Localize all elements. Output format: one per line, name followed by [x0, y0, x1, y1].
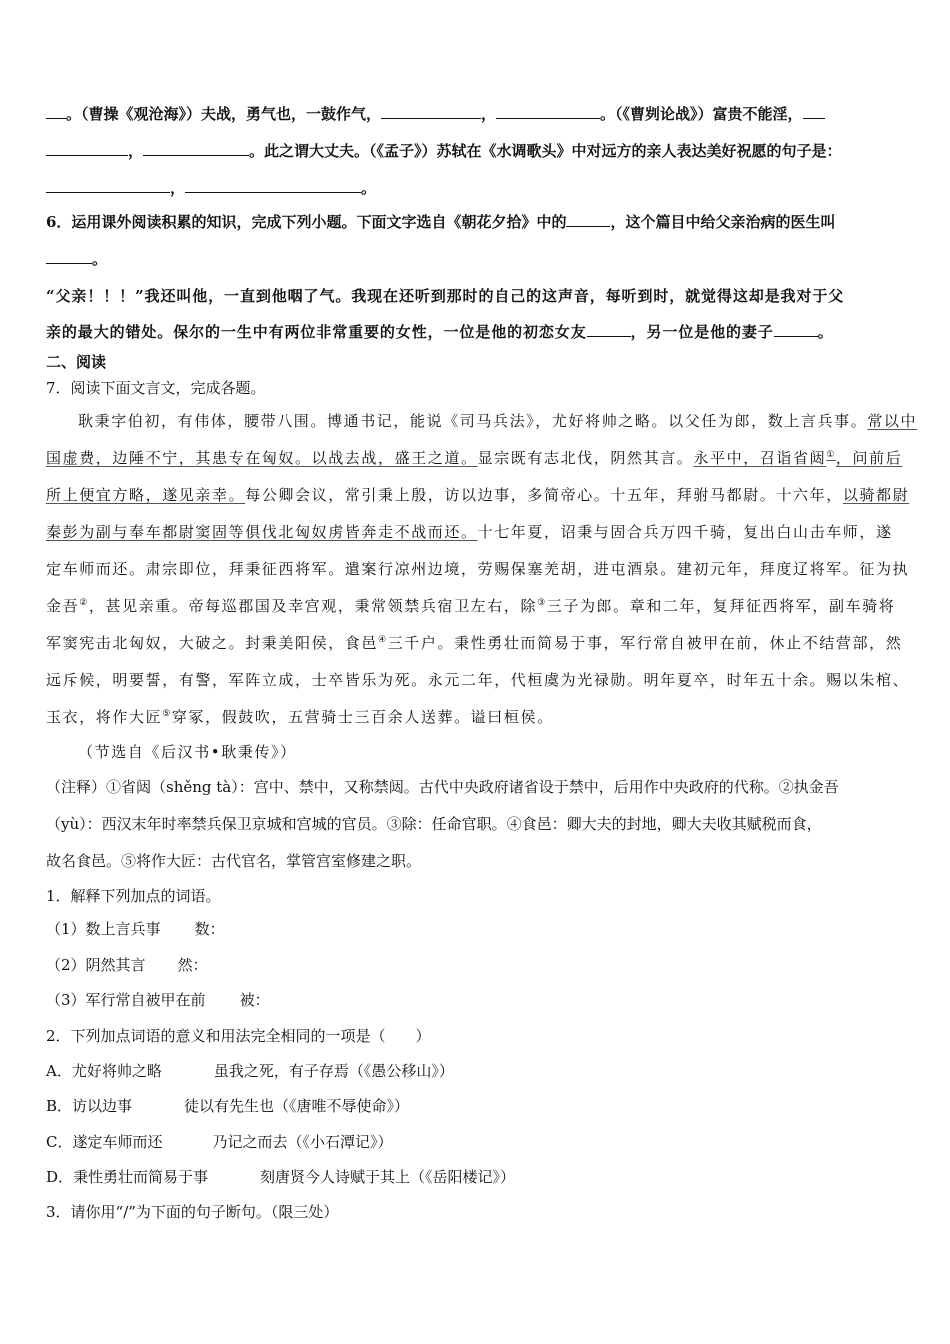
text: ，	[128, 142, 144, 160]
text: 。（曹操《观沧海》）夫战，勇气也，一鼓作气，	[66, 105, 382, 123]
passage-source: （节选自《后汉书•耿秉传》）	[78, 743, 297, 761]
text: ，甚见亲重。帝每巡郡国及幸宫观，秉常领禁兵宿卫左右，除	[88, 597, 538, 615]
underlined-sentence: 以骑都尉	[842, 486, 910, 504]
passage-line-8: 远斥候，明要誓，有警，军阵立成，士卒皆乐为死。永元二年，代桓虞为光禄勋。明年夏卒，时年五十余。赐以朱棺、	[46, 671, 910, 689]
q2-option-a[interactable]	[46, 1061, 454, 1081]
q6-text: 6．运用课外阅读积累的知识，完成下列小题。下面文字选自《朝花夕拾》中的	[46, 213, 567, 231]
section-heading: 二、阅读	[46, 353, 107, 371]
q6-line-1	[46, 212, 835, 232]
fill-in-line-2	[46, 141, 842, 161]
fill-in-line-1	[46, 104, 825, 124]
option-label: C．	[46, 1133, 73, 1151]
answer-blank[interactable]	[46, 141, 128, 156]
notes-line-2: （yù）：西汉末年时率禁兵保卫京城和宫城的官员。③除：任命官职。④食邑：卿大夫的封地，卿大夫收其赋税而食，	[46, 815, 822, 833]
option-label: A．	[46, 1062, 72, 1080]
text: ，	[481, 105, 497, 123]
q2-option-c[interactable]	[46, 1132, 393, 1152]
item-number: （2）	[46, 956, 86, 974]
text: 。	[361, 179, 377, 197]
q1-prompt: 1．解释下列加点的词语。	[46, 887, 221, 905]
answer-blank[interactable]	[46, 178, 170, 193]
text: 军窦宪击北匈奴，大破之。封秉美阳侯，食邑	[46, 634, 379, 652]
q3-prompt: 3．请你用“/”为下面的句子断句。（限三处）	[46, 1203, 339, 1221]
answer-blank[interactable]	[185, 178, 361, 193]
text: 十七年夏，诏秉与固合兵万四千骑，复出白山击车师，遂	[477, 523, 893, 541]
q2-option-b[interactable]	[46, 1096, 409, 1116]
passage-line-2	[46, 448, 902, 468]
option-right: 虽我之死，有子存焉（《愚公移山》）	[213, 1062, 454, 1080]
q1-item-2	[46, 955, 208, 975]
footnote-marker: ⑤	[162, 709, 172, 719]
underlined-sentence: 秦彭为副与奉车都尉窦固等俱伐北匈奴虏皆奔走不战而还。	[46, 523, 478, 541]
answer-blank[interactable]	[774, 322, 818, 337]
text: 耿秉字伯初，有伟体，腰带八围。博通书记，能说《司马兵法》，尤好将帅之略。以父任为郎，数上言兵事。	[78, 412, 868, 430]
item-word: 数：	[194, 920, 225, 938]
q6-line-2	[46, 249, 107, 269]
item-number: （3）	[46, 991, 86, 1009]
answer-blank[interactable]	[381, 104, 481, 119]
text: 。	[817, 323, 834, 341]
passage-line-4	[46, 522, 893, 542]
answer-blank[interactable]	[587, 322, 631, 337]
text: 三子为郎。章和二年，复拜征西将军，副车骑将	[546, 597, 896, 615]
q6-quote-line-2	[46, 322, 834, 342]
answer-blank[interactable]	[46, 249, 92, 264]
answer-blank[interactable]	[803, 104, 825, 119]
option-left: 访以边事	[72, 1097, 133, 1115]
footnote-marker: ②	[79, 598, 89, 608]
notes-line-3: 故名食邑。⑤将作大匠：古代官名，掌管宫室修建之职。	[46, 852, 422, 870]
option-label: D．	[46, 1168, 74, 1186]
option-right: 刻唐贤今人诗赋于其上（《岳阳楼记》）	[260, 1168, 516, 1186]
option-right: 乃记之而去（《小石潭记》）	[212, 1133, 393, 1151]
item-word: 然：	[177, 956, 208, 974]
q7-intro: 7．阅读下面文言文，完成各题。	[46, 379, 266, 397]
item-word: 被：	[239, 991, 270, 1009]
text: 三千户。秉性勇壮而简易于事，军行常自被甲在前，休止不结营部，然	[387, 634, 903, 652]
underlined-sentence: ，问前后	[835, 449, 903, 467]
footnote-marker: ③	[537, 598, 547, 608]
option-label: B．	[46, 1097, 73, 1115]
q1-item-3	[46, 990, 270, 1010]
fill-in-line-3	[46, 178, 376, 198]
underlined-sentence: 所上便宜方略，遂见亲幸。	[46, 486, 246, 504]
option-right: 徒以有先生也（《唐唯不辱使命》）	[184, 1097, 410, 1115]
text: 金吾	[46, 597, 80, 615]
underlined-sentence: 永平中，召诣省闼	[693, 449, 827, 467]
text: 显宗既有志北伐，阴然其言。	[477, 449, 694, 467]
q1-item-1	[46, 919, 225, 939]
answer-blank[interactable]	[496, 104, 600, 119]
footnote-marker: ④	[378, 635, 388, 645]
item-number: （1）	[46, 920, 86, 938]
option-left: 秉性勇壮而简易于事	[73, 1168, 209, 1186]
notes-line-1: （注释）①省闼（shěng tà）：宫中、禁中，又称禁闼。古代中央政府诸省设于禁中，后用作中央政府的代称。②执金吾	[46, 778, 839, 796]
passage-line-6	[46, 596, 895, 616]
passage-line-7	[46, 633, 902, 653]
text: 。此之谓大丈夫。（《孟子》）苏轼在《水调歌头》中对远方的亲人表达美好祝愿的句子是：	[249, 142, 842, 160]
q2-prompt: 2．下列加点词语的意义和用法完全相同的一项是（ ）	[46, 1027, 431, 1045]
answer-blank[interactable]	[566, 212, 610, 227]
q6-text: ，这个篇目中给父亲治病的医生叫	[610, 213, 836, 231]
passage-line-5: 定车师而还。肃宗即位，拜秉征西将军。遣案行凉州边境，劳赐保塞羌胡，进屯酒泉。建初元年，拜度辽将军。征为执	[46, 560, 910, 578]
answer-blank[interactable]	[143, 141, 249, 156]
answer-blank[interactable]	[46, 104, 66, 119]
passage-line-9	[46, 707, 554, 727]
text: 。	[92, 250, 108, 268]
text: 穿冢，假鼓吹，五营骑士三百余人送葬。谥曰桓侯。	[171, 708, 554, 726]
option-left: 遂定车师而还	[72, 1133, 163, 1151]
option-left: 尤好将帅之略	[71, 1062, 162, 1080]
footnote-marker: ①	[826, 450, 836, 460]
q6-quote-line-1: “父亲！！！”我还叫他，一直到他咽了气。我现在还听到那时的自己的这声音，每听到时，就觉得这却是我对于父	[46, 287, 845, 305]
text: 。（《曹刿论战》）富贵不能淫，	[600, 105, 803, 123]
passage-line-1	[78, 411, 917, 431]
item-phrase: 军行常自被甲在前	[85, 991, 206, 1009]
item-phrase: 阴然其言	[85, 956, 146, 974]
underlined-sentence: 国虚费，边陲不宁，其患专在匈奴。以战去战，盛王之道。	[46, 449, 478, 467]
text: ，	[170, 179, 186, 197]
underlined-sentence: 常以中	[867, 412, 918, 430]
passage-line-3	[46, 485, 909, 505]
text: 每公卿会议，常引秉上殷，访以边事，多简帝心。十五年，拜驸马都尉。十六年，	[245, 486, 843, 504]
text: ，另一位是他的妻子	[630, 323, 774, 341]
q2-option-d[interactable]	[46, 1167, 515, 1187]
item-phrase: 数上言兵事	[85, 920, 161, 938]
text: 亲的最大的错处。保尔的一生中有两位非常重要的女性，一位是他的初恋女友	[46, 323, 587, 341]
text: 玉衣，将作大匠	[46, 708, 163, 726]
